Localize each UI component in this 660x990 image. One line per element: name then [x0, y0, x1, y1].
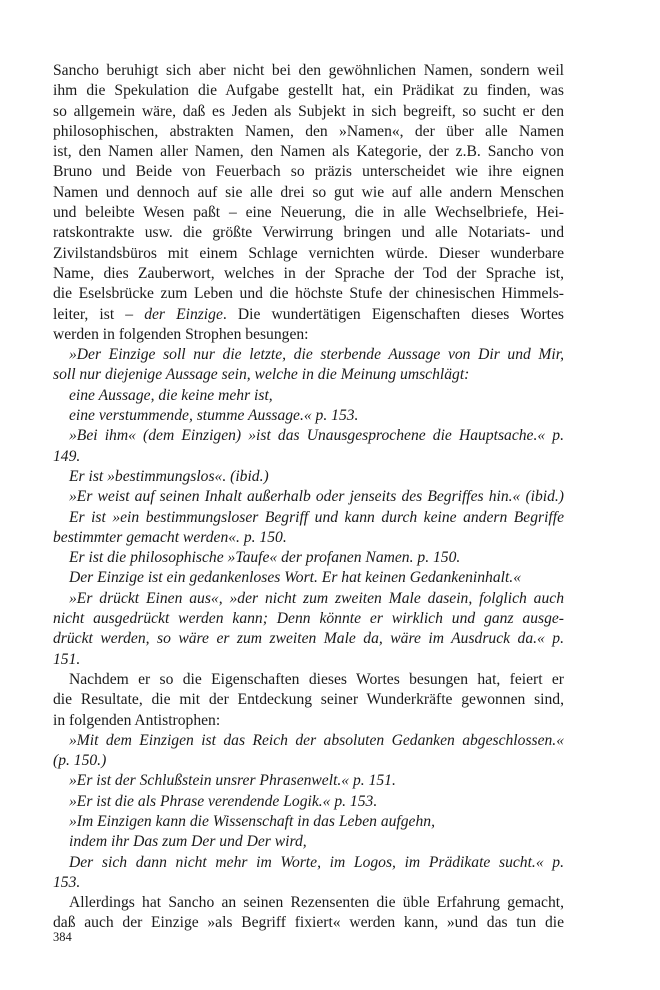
- text-line: werden in folgenden Strophen besungen:: [53, 325, 309, 343]
- text-line: Sancho beruhigt sich aber nicht bei den gewöhnlichen Namen, sondern weil: [53, 62, 564, 79]
- text-line: bestimmter gemacht werden«. p. 150.: [53, 528, 287, 546]
- text-line: 153.: [53, 873, 81, 891]
- text-line: »Er weist auf seinen Inhalt außerhalb oder jenseits des Begriffes hin.« (ibid.): [69, 488, 564, 506]
- text-line: »Er drückt Einen aus«, »der nicht zum zweiten Male dasein, folglich auch: [69, 589, 564, 607]
- text-line: »Er ist der Schlußstein unsrer Phrasenwelt.« p. 151.: [69, 772, 396, 790]
- text-line: die Resultate, die mit der Entdeckung seiner Wunderkräfte gewonnen sind,: [53, 691, 564, 709]
- text-line: Name, dies Zauberwort, welches in der Sprache der Tod der Sprache ist,: [53, 264, 564, 282]
- text-line: ist, den Namen aller Namen, den Namen als Kategorie, der z.B. Sancho von: [53, 143, 564, 161]
- text-line: so allgemein wäre, daß es Jeden als Subjekt in sich begreift, so sucht er den: [53, 102, 564, 120]
- text-line: die Eselsbrücke zum Leben und die höchste Stufe der chinesischen Himmels-: [53, 285, 564, 303]
- text-line: Er ist die philosophische »Taufe« der profanen Namen. p. 150.: [69, 549, 461, 567]
- text-line: 149.: [53, 447, 81, 465]
- text-line: nicht ausgedrückt werden kann; Denn könnte er wirklich und ganz ausge-: [53, 610, 564, 628]
- text-line: Zivilstandsbüros mit einem Schlage vernichten würde. Dieser wunderbare: [53, 244, 564, 262]
- text-line: Nachdem er so die Eigenschaften dieses Wortes besungen hat, feiert er: [69, 670, 564, 688]
- text-line: Er ist »ein bestimmungsloser Begriff und kann durch keine andern Begriffe: [69, 508, 564, 526]
- text-line: »Er ist die als Phrase verendende Logik.« p. 153.: [69, 792, 378, 810]
- text-line: Allerdings hat Sancho an seinen Rezensenten die üble Erfahrung gemacht,: [69, 894, 564, 912]
- text-line: ihm die Spekulation die Aufgabe gestellt hat, ein Prädikat zu finden, was: [53, 82, 564, 100]
- text-line: soll nur diejenige Aussage sein, welche in die Meinung umschlägt:: [53, 366, 470, 384]
- text-line: Bruno und Beide von Feuerbach so präzis unterscheidet wie ihre eignen: [53, 163, 564, 181]
- text-line: leiter, ist – der Einzige. Die wundertätigen Eigenschaften dieses Wortes: [53, 305, 564, 323]
- text-line: 151.: [53, 650, 81, 668]
- text-line: Der Einzige ist ein gedankenloses Wort. Er hat keinen Gedankeninhalt.«: [69, 569, 521, 587]
- text-line: in folgenden Antistrophen:: [53, 711, 221, 729]
- text-line: »Der Einzige soll nur die letzte, die sterbende Aussage von Dir und Mir,: [69, 346, 564, 364]
- text-line: eine Aussage, die keine mehr ist,: [69, 386, 273, 404]
- page-number: 384: [53, 930, 72, 944]
- body-text: [53, 61, 564, 934]
- text-line: Er ist »bestimmungslos«. (ibid.): [69, 467, 269, 485]
- text-line: eine verstummende, stumme Aussage.« p. 153.: [69, 407, 359, 425]
- text-line: Namen und dennoch auf sie alle drei so gut wie auf alle andern Menschen: [53, 183, 564, 201]
- emphasis: der Einzige: [144, 305, 223, 323]
- text-line: indem ihr Das zum Der und Der wird,: [69, 833, 307, 851]
- text-line: »Bei ihm« (dem Einzigen) »ist das Unausgesprochene die Hauptsache.« p.: [69, 427, 564, 445]
- text-line: (p. 150.): [53, 752, 107, 770]
- text-line: drückt werden, so wäre er zum zweiten Male da, wäre im Ausdruck da.« p.: [53, 630, 564, 648]
- text-line: Der sich dann nicht mehr im Worte, im Logos, im Prädikate sucht.« p.: [69, 853, 564, 871]
- text-line: und beleibte Wesen paßt – eine Neuerung, die in alle Wechselbriefe, Hei-: [53, 204, 564, 222]
- text-line: daß auch der Einzige »als Begriff fixiert« werden kann, »und das tun die: [53, 914, 564, 932]
- text-line: »Mit dem Einzigen ist das Reich der absoluten Gedanken abgeschlossen.«: [69, 731, 564, 749]
- text-line: ratskontrakte usw. die größte Verwirrung bringen und alle Notariats- und: [53, 224, 564, 242]
- text-line: philosophischen, abstrakten Namen, den »Namen«, der über alle Namen: [53, 122, 564, 140]
- text-line: »Im Einzigen kann die Wissenschaft in das Leben aufgehn,: [69, 812, 435, 830]
